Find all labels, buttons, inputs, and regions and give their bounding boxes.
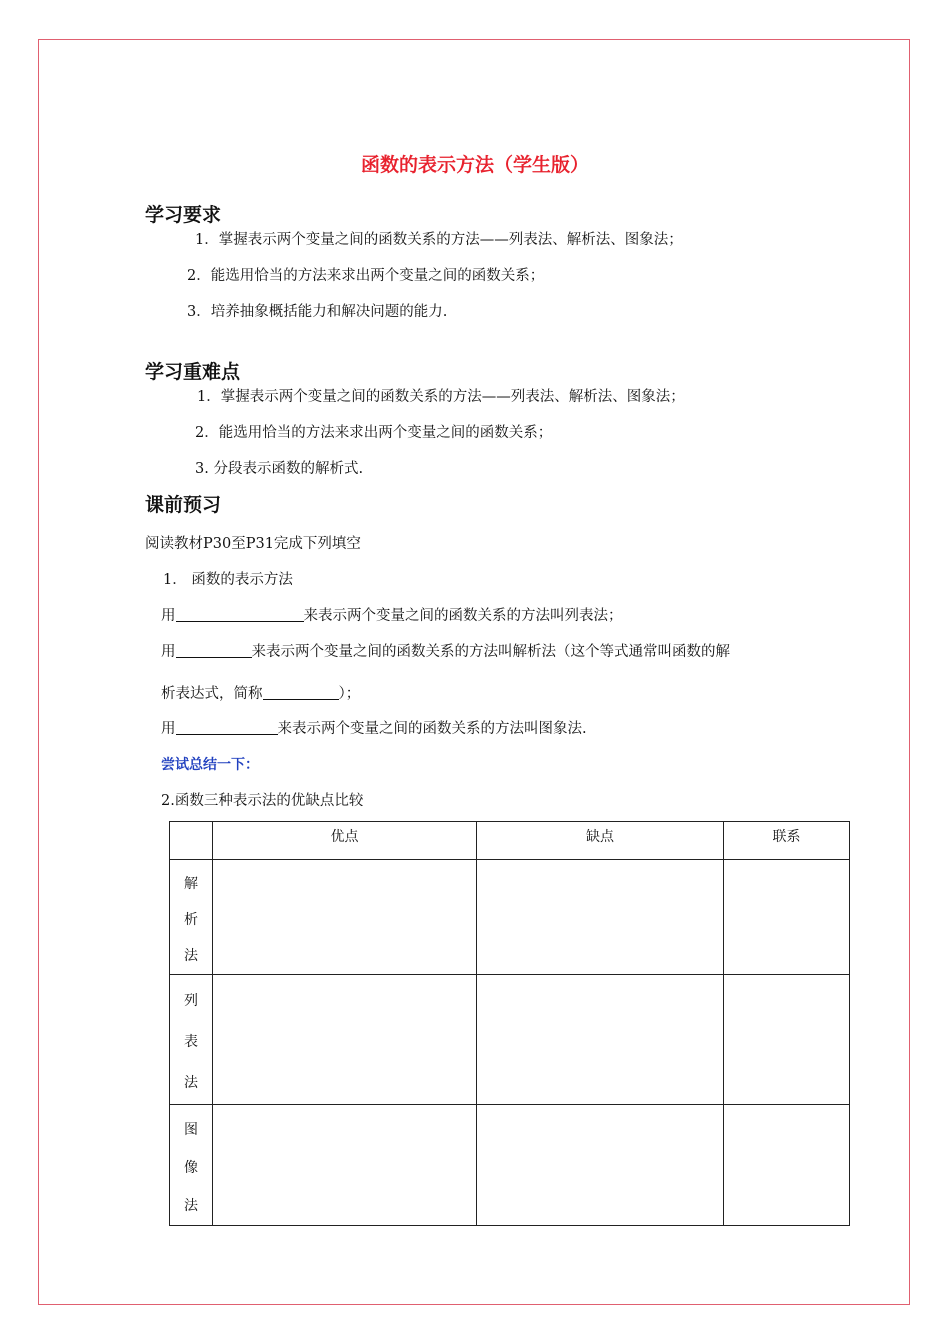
fill-prefix: 用 — [161, 608, 176, 624]
key-point-item-1: 1．掌握表示两个变量之间的函数关系的方法——列表法、解析法、图象法； — [197, 389, 685, 405]
fill-suffix: 来表示两个变量之间的函数关系的方法叫列表法； — [303, 608, 623, 624]
row-label-char: 表 — [184, 1034, 198, 1050]
requirement-item-1: 1．掌握表示两个变量之间的函数关系的方法——列表法、解析法、图象法； — [195, 232, 683, 248]
row-label-char: 解 — [184, 876, 198, 892]
row-label-char: 法 — [184, 1075, 198, 1091]
table-row — [170, 860, 850, 975]
fill-line-graph-method — [161, 717, 587, 738]
preview-intro: 阅读教材P30至P31完成下列填空 — [145, 536, 361, 552]
row-label-char: 像 — [184, 1160, 198, 1176]
header-advantages: 优点 — [213, 822, 477, 860]
cell-analytic-disadvantages[interactable] — [477, 860, 724, 975]
requirement-item-2: 2．能选用恰当的方法来求出两个变量之间的函数关系； — [187, 268, 545, 284]
fill-prefix: 用 — [161, 644, 176, 660]
table-row — [170, 1105, 850, 1226]
requirement-item-3: 3．培养抽象概括能力和解决问题的能力. — [187, 304, 448, 320]
cell-table-disadvantages[interactable] — [477, 975, 724, 1105]
row-label-char: 法 — [184, 1198, 198, 1214]
row-label-analytic — [170, 860, 213, 975]
question-2-label: 2.函数三种表示法的优缺点比较 — [161, 793, 364, 809]
preview-heading: 课前预习 — [145, 494, 222, 516]
fill-suffix: 来表示两个变量之间的函数关系的方法叫解析法（这个等式通常叫函数的解 — [251, 644, 730, 660]
fill-line-analytic-method — [161, 640, 730, 661]
table-row — [170, 975, 850, 1105]
header-disadvantages: 缺点 — [477, 822, 724, 860]
table-header-row — [170, 822, 850, 860]
header-cell-empty — [170, 822, 213, 860]
fill-line-analytic-cont — [161, 682, 360, 703]
cell-graph-advantages[interactable] — [213, 1105, 477, 1226]
row-label-char: 图 — [184, 1122, 198, 1138]
blank-table-method[interactable] — [176, 606, 304, 622]
row-label-graph — [170, 1105, 213, 1226]
cell-analytic-advantages[interactable] — [213, 860, 477, 975]
key-points-heading: 学习重难点 — [145, 361, 241, 383]
key-point-item-3: 3. 分段表示函数的解析式. — [195, 461, 364, 477]
header-connection: 联系 — [724, 822, 850, 860]
row-label-char: 列 — [184, 993, 198, 1009]
page-title: 函数的表示方法（学生版） — [360, 154, 589, 176]
try-summary-label: 尝试总结一下： — [161, 757, 259, 773]
blank-graph-method[interactable] — [176, 719, 278, 735]
cell-graph-disadvantages[interactable] — [477, 1105, 724, 1226]
row-label-table — [170, 975, 213, 1105]
comparison-table — [169, 821, 850, 1226]
fill-prefix: 析表达式，简称 — [161, 686, 263, 702]
blank-analytic-method[interactable] — [176, 642, 252, 658]
cell-table-connection[interactable] — [724, 975, 850, 1105]
requirements-heading: 学习要求 — [145, 204, 222, 226]
fill-prefix: 用 — [161, 721, 176, 737]
row-label-char: 析 — [184, 912, 198, 928]
fill-suffix: ）； — [338, 686, 361, 702]
fill-line-table-method — [161, 604, 623, 625]
cell-graph-connection[interactable] — [724, 1105, 850, 1226]
row-label-char: 法 — [184, 948, 198, 964]
fill-suffix: 来表示两个变量之间的函数关系的方法叫图象法. — [277, 721, 587, 737]
blank-short-name[interactable] — [263, 684, 339, 700]
question-1-label: 1． 函数的表示方法 — [163, 572, 293, 588]
cell-analytic-connection[interactable] — [724, 860, 850, 975]
cell-table-advantages[interactable] — [213, 975, 477, 1105]
key-point-item-2: 2．能选用恰当的方法来求出两个变量之间的函数关系； — [195, 425, 553, 441]
